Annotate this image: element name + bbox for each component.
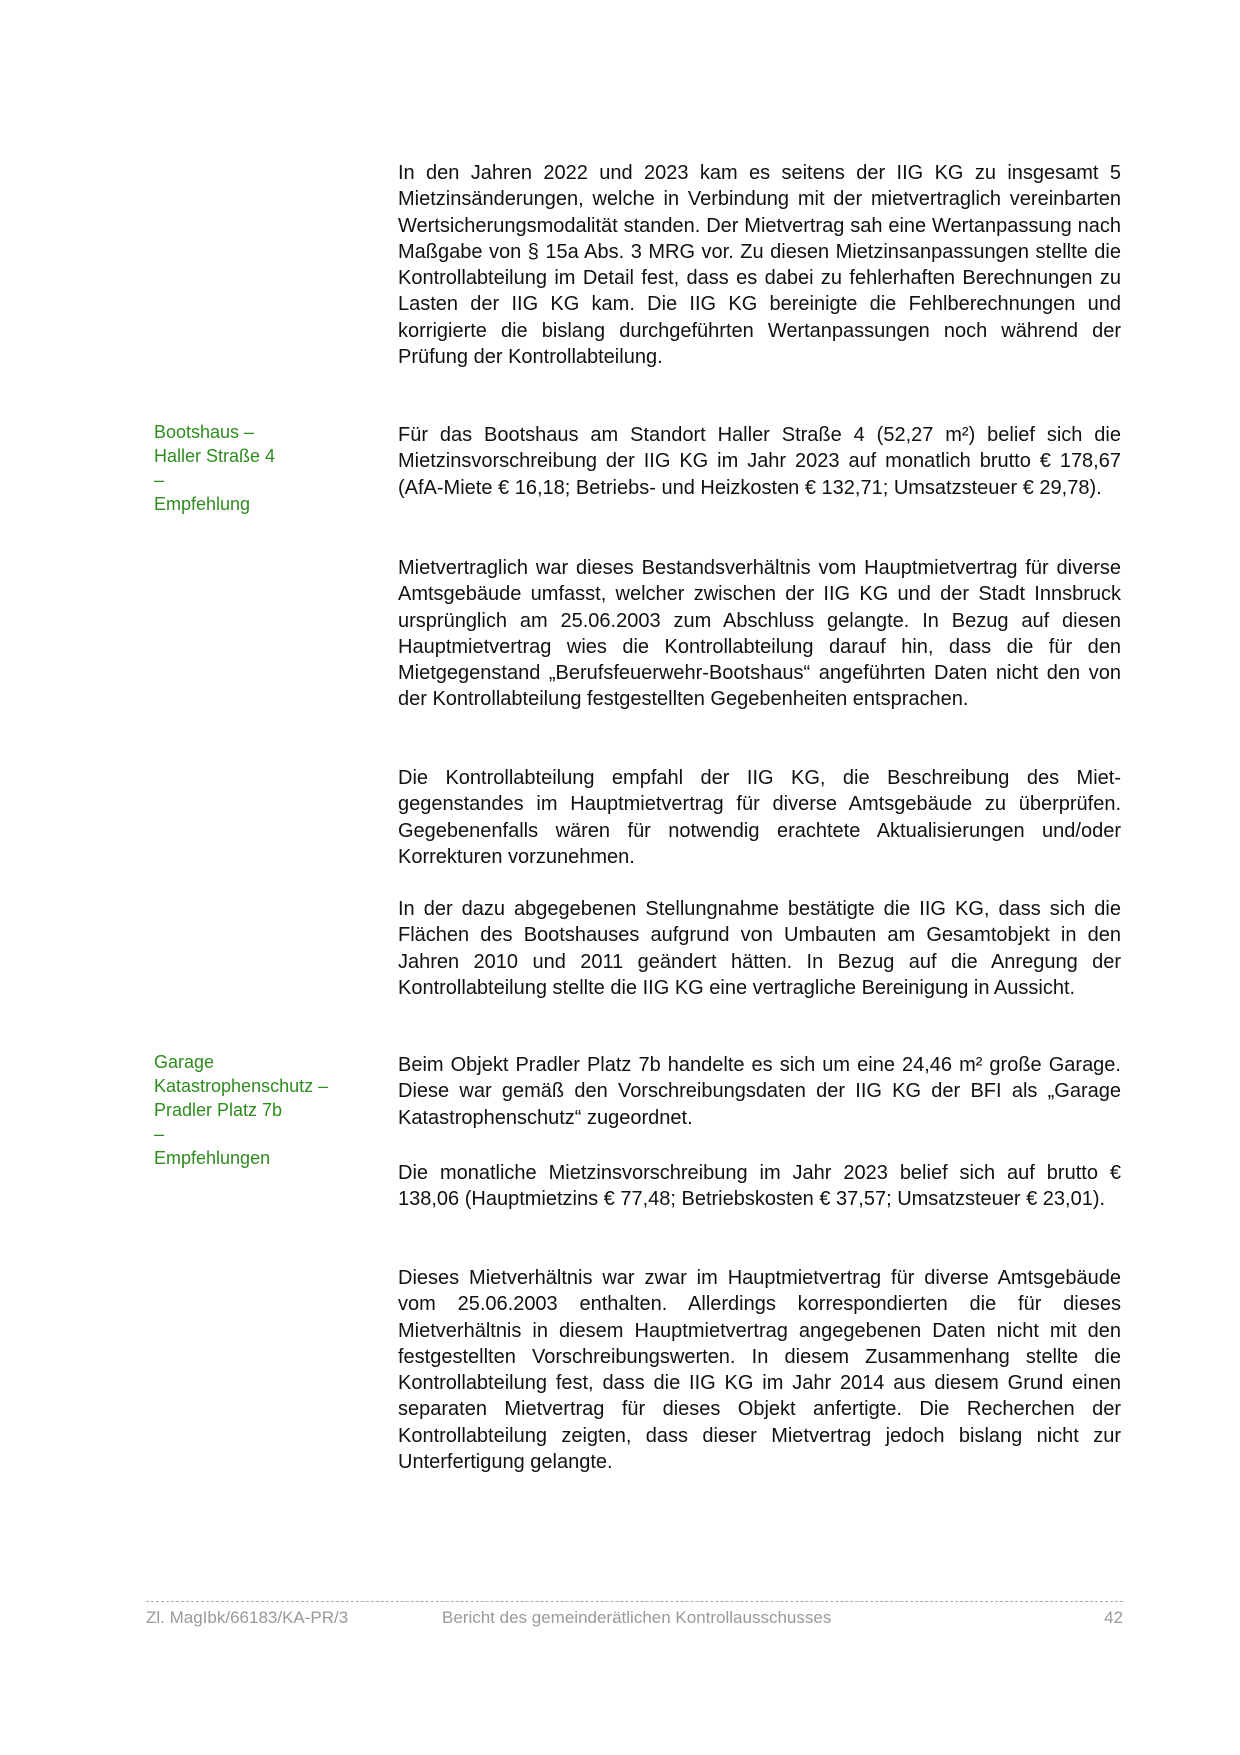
paragraph-bootshaus-stellungnahme: In der dazu abgegebenen Stellungnahme bestätigte die IIG KG, dass sich die Flächen des Bootshauses aufgrund von Umbauten am Gesamtobjekt in den Jahren 2010 und 2011 geändert hätten. In Bezug auf die Anregung der Kontrollabteilung stellte die IIG KG eine vertragliche Bereinigung in Aussicht. [398, 898, 1121, 999]
footer-reference: Zl. MagIbk/66183/KA-PR/3 [146, 1608, 349, 1627]
label-line: Katastrophenschutz – [154, 1076, 329, 1096]
label-line: Pradler Platz 7b [154, 1100, 283, 1120]
margin-label-bootshaus [154, 420, 364, 516]
margin-label-garage [154, 1050, 364, 1170]
paragraph-bootshaus-hauptmietvertrag: Mietvertraglich war dieses Bestandsverhältnis vom Hauptmietvertrag für diverse Amtsgebäude umfasst, welcher zwischen der IIG KG und der Stadt Innsbruck ursprünglich am 25.06.2003 zum Abschluss gelangte. In Bezug auf diesen Hauptmietvertrag wies die Kontrollabteilung darauf hin, dass die für den Mietgegenstand „Berufsfeuerwehr-Bootshaus“ angeführten Daten nicht den von der Kontrollabteilung festgestellten Gegebenheiten entsprachen. [398, 557, 1121, 711]
paragraph-garage-mietvertrag: Dieses Mietverhältnis war zwar im Hauptmietvertrag für diverse Amtsgebäude vom 25.06.2003 enthalten. Allerdings korrespondierten die für dieses Mietverhältnis in diesem Hauptmietvertrag angegebenen Daten nicht mit den festgestellten Vorschreibungswerten. In diesem Zusammenhang stellte die Kontrollabteilung fest, dass die IIG KG im Jahr 2014 aus diesem Grund einen separaten Mietvertrag für dieses Objekt anfertigte. Die Recherchen der Kontrollabteilung zeigten, dass dieser Mietvertrag jedoch bislang nicht zur Unterfertigung gelangte. [398, 1267, 1121, 1474]
label-line: Garage [154, 1052, 215, 1072]
footer-divider [146, 1601, 1123, 1602]
paragraph-garage-objekt: Beim Objekt Pradler Platz 7b handelte es sich um eine 24,46 m² große Garage. Diese war gemäß den Vorschreibungsdaten der IIG KG der BFI als „Garage Katastrophenschutz“ zugeordnet. [398, 1054, 1121, 1129]
footer-title: Bericht des gemeinderätlichen Kontrollausschusses [442, 1608, 832, 1627]
paragraph-bootshaus-mietzins: Für das Bootshaus am Standort Haller Straße 4 (52,27 m²) belief sich die Mietzinsvorschreibung der IIG KG im Jahr 2023 auf monatlich brutto € 178,67 (AfA-Miete € 16,18; Betriebs- und Heizkosten € 132,71; Umsatzsteuer € 29,78). [398, 424, 1121, 499]
page-number: 42 [1104, 1608, 1123, 1627]
label-line: – [154, 470, 165, 490]
label-line: – [154, 1124, 165, 1144]
paragraph-wertsicherung: In den Jahren 2022 und 2023 kam es seitens der IIG KG zu insgesamt 5 Mietzinsänderungen, welche in Verbindung mit der mietvertraglich vereinbarten Wertsicherungsmodalität standen. Der Mietvertrag sah eine Wertanpassung nach Maßgabe von § 15a Abs. 3 MRG vor. Zu diesen Mietzinsanpassungen stellte die Kontrollabteilung im Detail fest, dass es dabei zu fehlerhaften Berechnungen zu Lasten der IIG KG kam. Die IIG KG bereinigte die Fehlberechnungen und korrigierte die bislang durchgeführten Wertanpassungen noch während der Prüfung der Kontrollabteilung. [398, 162, 1121, 369]
label-line: Empfehlungen [154, 1148, 271, 1168]
label-line: Empfehlung [154, 494, 251, 514]
paragraph-bootshaus-empfehlung: Die Kontrollabteilung empfahl der IIG KG, die Beschreibung des Mietgegenstandes im Hauptmietvertrag für diverse Amtsgebäude zu überprüfen. Gegebenenfalls wären für notwendig erachtete Aktualisierungen und/oder Korrekturen vorzunehmen. [398, 767, 1121, 868]
paragraph-garage-mietzins: Die monatliche Mietzinsvorschreibung im Jahr 2023 belief sich auf brutto € 138,06 (Hauptmietzins € 77,48; Betriebskosten € 37,57; Umsatzsteuer € 23,01). [398, 1162, 1121, 1211]
label-line: Haller Straße 4 [154, 446, 276, 466]
label-line: Bootshaus – [154, 422, 255, 442]
